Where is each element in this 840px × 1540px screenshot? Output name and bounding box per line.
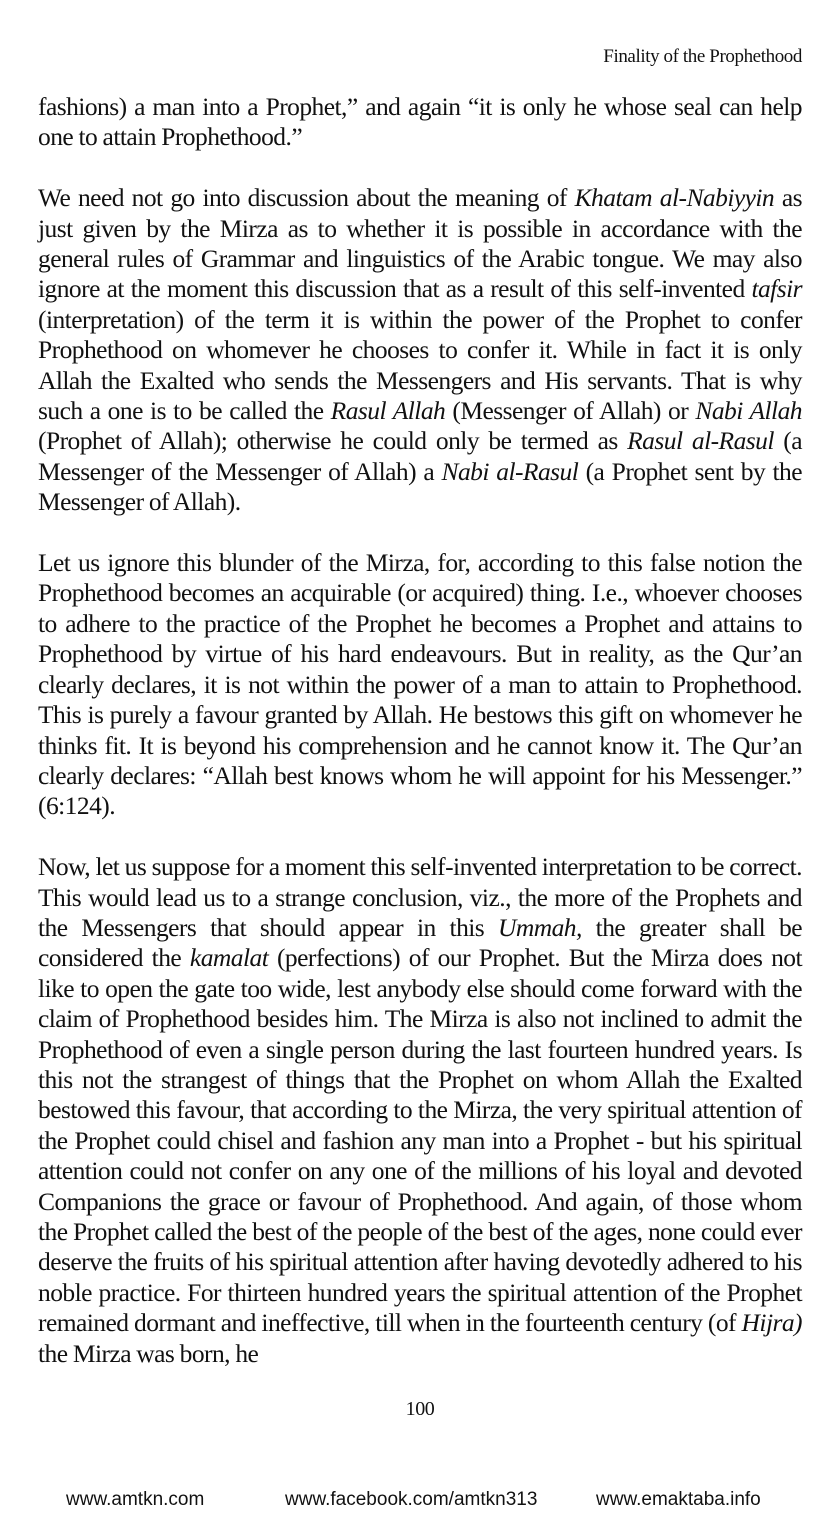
text-segment: (Messenger of Allah) or [445, 396, 696, 426]
text-segment: Now, let us suppose for a moment this self-invented interpretation to be correct. This would lead us to a strange conclusion, viz., the more of the Prophets and the Messengers that should appear in this [38, 852, 802, 942]
paragraph-1 [38, 92, 802, 153]
text-segment: We need not go into discussion about the meaning of [38, 183, 575, 213]
italic-term: Nabi al-Rasul [441, 456, 579, 486]
italic-term: Hijra) [741, 1308, 802, 1338]
text-segment: as just given by the Mirza as to whether it is possible in accordance with the general rules of Grammar and linguistics of the Arabic tongue. We may also ignore at the moment this discussion that as a result of this self-invented [38, 183, 803, 304]
text-segment: the greater shall be considered the [38, 912, 802, 973]
text-segment: (interpretation) of the term it is within the power of the Prophet to confer Prophethood on whomever he chooses to confer it. While in fact it is only Allah the Exalted who sends the Messengers and His servants. That is why such a one is to be called the [38, 304, 802, 426]
text-segment: Let us ignore this blunder of the Mirza, for, according to this false notion the Prophethood becomes an acquirable (or acquired) thing. I.e., whoever chooses to adhere to the practice of the Prophet he becomes a Prophet and attains to Prophethood by virtue of his hard endeavours. But in reality, as the Qur’an clearly declares, it is not within the power of a man to attain to Prophethood. This is purely a favour granted by Allah. He bestows this gift on whomever he thinks fit. It is beyond his comprehension and he cannot know it. The Qur’an clearly declares: “Allah best knows whom he will appoint for his Messenger.” (6:124). [38, 548, 802, 821]
footer-link-emaktaba[interactable]: www.emaktaba.info [596, 1489, 761, 1510]
paragraph-3 [38, 548, 802, 822]
text-segment: (a Messenger of the Messenger of Allah) a [38, 426, 802, 486]
paragraph-4 [38, 852, 802, 1369]
paragraph-2 [38, 183, 802, 517]
italic-term: Rasul al-Rasul [627, 426, 774, 456]
italic-term: Khatam al-Nabiyyin [574, 183, 775, 213]
page-number: 100 [405, 1398, 435, 1420]
text-segment: (perfections) of our Prophet. But the Mirza does not like to open the gate too wide, lest anybody else should come forward with the claim of Prophethood besides him. The Mirza is also not inclined to admit the Prophethood of even a single person during the last fourteen hundred years. Is this not the strangest of things that the Prophet on whom Allah the Exalted bestowed this favour, that according to the Mirza, the very spiritual attention of the Prophet could chisel and fashion any man into a Prophet - but his spiritual attention could not confer on any one of the millions of his loyal and devoted Companions the grace or favour of Prophethood. And again, of those whom the Prophet called the best of the people of the best of the ages, none could ever deserve the fruits of his spiritual attention after having devotedly adhered to his noble practice. For thirteen hundred years the spiritual attention of the Prophet remained dormant and ineffective, till when in the fourteenth century (of [38, 943, 802, 1338]
italic-term: Nabi Allah [695, 396, 802, 426]
text-segment: (Prophet of Allah); otherwise he could only be termed as [38, 426, 628, 456]
footer-link-facebook[interactable]: www.facebook.com/amtkn313 [285, 1489, 538, 1510]
italic-term: Rasul Allah [330, 396, 446, 426]
text-segment: the Mirza was born, he [38, 1338, 259, 1368]
running-header: Finality of the Prophethood [603, 46, 802, 67]
italic-term: kamalat [189, 943, 269, 973]
text-segment: fashions) a man into a Prophet,” and again “it is only he whose seal can help one to attain Prophethood.” [38, 92, 802, 152]
italic-term: Ummah, [498, 912, 582, 942]
footer-link-amtkn[interactable]: www.amtkn.com [66, 1489, 205, 1510]
text-segment: (a Prophet sent by the Messenger of Allah). [38, 456, 802, 517]
page-body [38, 92, 802, 1369]
italic-term: tafsir [751, 274, 802, 304]
